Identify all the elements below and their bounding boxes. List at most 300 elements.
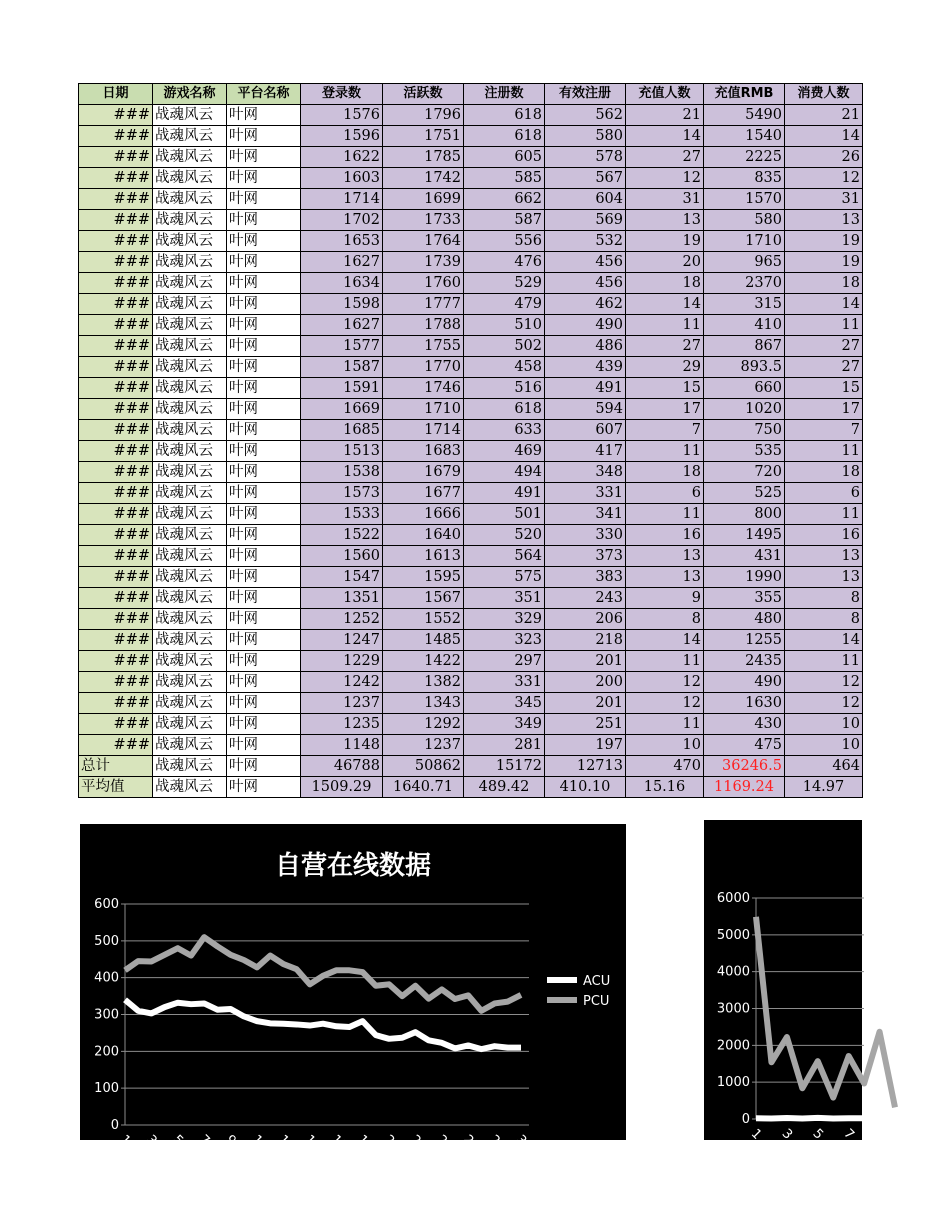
cell-logins[interactable]: 1685 [301,420,383,441]
cell-logins[interactable]: 1596 [301,126,383,147]
recharge-chart[interactable] [704,820,888,1143]
cell-spenders[interactable]: 19 [785,231,863,252]
cell-payers[interactable]: 10 [626,735,704,756]
cell-valid-registrations[interactable]: 12713 [545,756,626,777]
cell-spenders[interactable]: 16 [785,525,863,546]
cell-spenders[interactable]: 19 [785,252,863,273]
cell-payers[interactable]: 12 [626,672,704,693]
cell-spenders[interactable]: 13 [785,567,863,588]
cell-recharge-rmb[interactable]: 1710 [704,231,785,252]
cell-date[interactable]: ### [79,441,153,462]
cell-game-name[interactable]: 战魂风云 [153,105,227,126]
cell-platform-name[interactable]: 叶网 [227,273,301,294]
cell-recharge-rmb[interactable]: 2225 [704,147,785,168]
cell-payers[interactable]: 13 [626,567,704,588]
cell-spenders[interactable]: 21 [785,105,863,126]
cell-recharge-rmb[interactable]: 1990 [704,567,785,588]
cell-platform-name[interactable]: 叶网 [227,420,301,441]
cell-active[interactable]: 1683 [383,441,464,462]
cell-date[interactable]: ### [79,273,153,294]
cell-recharge-rmb[interactable]: 431 [704,546,785,567]
cell-active[interactable]: 1742 [383,168,464,189]
cell-registrations[interactable]: 297 [464,651,545,672]
cell-payers[interactable]: 7 [626,420,704,441]
cell-spenders[interactable]: 11 [785,441,863,462]
cell-logins[interactable]: 1533 [301,504,383,525]
cell-recharge-rmb[interactable]: 1169.24 [704,777,785,798]
cell-platform-name[interactable]: 叶网 [227,147,301,168]
cell-logins[interactable]: 1573 [301,483,383,504]
cell-recharge-rmb[interactable]: 1570 [704,189,785,210]
cell-payers[interactable]: 19 [626,231,704,252]
cell-recharge-rmb[interactable]: 2370 [704,273,785,294]
cell-game-name[interactable]: 战魂风云 [153,378,227,399]
cell-date[interactable]: ### [79,651,153,672]
cell-active[interactable]: 1755 [383,336,464,357]
cell-platform-name[interactable]: 叶网 [227,105,301,126]
cell-date[interactable]: ### [79,189,153,210]
cell-recharge-rmb[interactable]: 315 [704,294,785,315]
cell-spenders[interactable]: 6 [785,483,863,504]
cell-platform-name[interactable]: 叶网 [227,336,301,357]
cell-active[interactable]: 1677 [383,483,464,504]
cell-registrations[interactable]: 15172 [464,756,545,777]
cell-game-name[interactable]: 战魂风云 [153,420,227,441]
cell-game-name[interactable]: 战魂风云 [153,168,227,189]
cell-recharge-rmb[interactable]: 580 [704,210,785,231]
cell-registrations[interactable]: 345 [464,693,545,714]
cell-registrations[interactable]: 618 [464,126,545,147]
cell-platform-name[interactable]: 叶网 [227,231,301,252]
cell-valid-registrations[interactable]: 218 [545,630,626,651]
cell-registrations[interactable]: 476 [464,252,545,273]
cell-recharge-rmb[interactable]: 430 [704,714,785,735]
cell-platform-name[interactable]: 叶网 [227,609,301,630]
cell-spenders[interactable]: 31 [785,189,863,210]
cell-date[interactable]: ### [79,147,153,168]
cell-valid-registrations[interactable]: 330 [545,525,626,546]
cell-recharge-rmb[interactable]: 1540 [704,126,785,147]
cell-payers[interactable]: 8 [626,609,704,630]
cell-date[interactable]: ### [79,567,153,588]
cell-payers[interactable]: 13 [626,546,704,567]
cell-date[interactable]: ### [79,504,153,525]
cell-game-name[interactable]: 战魂风云 [153,273,227,294]
cell-registrations[interactable]: 575 [464,567,545,588]
cell-payers[interactable]: 31 [626,189,704,210]
cell-valid-registrations[interactable]: 417 [545,441,626,462]
cell-logins[interactable]: 1148 [301,735,383,756]
cell-registrations[interactable]: 633 [464,420,545,441]
cell-registrations[interactable]: 323 [464,630,545,651]
cell-recharge-rmb[interactable]: 355 [704,588,785,609]
cell-game-name[interactable]: 战魂风云 [153,483,227,504]
cell-active[interactable]: 1292 [383,714,464,735]
cell-valid-registrations[interactable]: 206 [545,609,626,630]
cell-logins[interactable]: 1522 [301,525,383,546]
cell-payers[interactable]: 14 [626,630,704,651]
cell-spenders[interactable]: 11 [785,504,863,525]
cell-game-name[interactable]: 战魂风云 [153,735,227,756]
cell-spenders[interactable]: 14 [785,126,863,147]
cell-platform-name[interactable]: 叶网 [227,714,301,735]
cell-date[interactable]: ### [79,588,153,609]
cell-platform-name[interactable]: 叶网 [227,315,301,336]
cell-spenders[interactable]: 7 [785,420,863,441]
cell-date[interactable]: ### [79,210,153,231]
cell-game-name[interactable]: 战魂风云 [153,714,227,735]
cell-active[interactable]: 1613 [383,546,464,567]
cell-valid-registrations[interactable]: 331 [545,483,626,504]
cell-platform-name[interactable]: 叶网 [227,693,301,714]
cell-active[interactable]: 1485 [383,630,464,651]
cell-logins[interactable]: 1702 [301,210,383,231]
cell-platform-name[interactable]: 叶网 [227,462,301,483]
cell-active[interactable]: 1710 [383,399,464,420]
cell-spenders[interactable]: 10 [785,714,863,735]
cell-payers[interactable]: 11 [626,651,704,672]
cell-game-name[interactable]: 战魂风云 [153,399,227,420]
cell-recharge-rmb[interactable]: 36246.5 [704,756,785,777]
cell-payers[interactable]: 18 [626,273,704,294]
cell-game-name[interactable]: 战魂风云 [153,315,227,336]
cell-game-name[interactable]: 战魂风云 [153,651,227,672]
cell-platform-name[interactable]: 叶网 [227,756,301,777]
cell-registrations[interactable]: 494 [464,462,545,483]
cell-active[interactable]: 1382 [383,672,464,693]
cell-spenders[interactable]: 27 [785,357,863,378]
cell-logins[interactable]: 1509.29 [301,777,383,798]
cell-date[interactable]: ### [79,735,153,756]
cell-valid-registrations[interactable]: 569 [545,210,626,231]
cell-payers[interactable]: 17 [626,399,704,420]
cell-spenders[interactable]: 18 [785,273,863,294]
cell-platform-name[interactable]: 叶网 [227,126,301,147]
cell-game-name[interactable]: 战魂风云 [153,147,227,168]
cell-registrations[interactable]: 556 [464,231,545,252]
cell-logins[interactable]: 1587 [301,357,383,378]
cell-recharge-rmb[interactable]: 410 [704,315,785,336]
cell-registrations[interactable]: 529 [464,273,545,294]
cell-recharge-rmb[interactable]: 1255 [704,630,785,651]
online-data-chart[interactable] [80,824,626,1155]
cell-game-name[interactable]: 战魂风云 [153,441,227,462]
cell-logins[interactable]: 1252 [301,609,383,630]
cell-payers[interactable]: 9 [626,588,704,609]
cell-date[interactable]: ### [79,714,153,735]
cell-active[interactable]: 1764 [383,231,464,252]
cell-platform-name[interactable]: 叶网 [227,504,301,525]
cell-logins[interactable]: 1627 [301,315,383,336]
cell-active[interactable]: 1770 [383,357,464,378]
cell-valid-registrations[interactable]: 562 [545,105,626,126]
cell-registrations[interactable]: 501 [464,504,545,525]
cell-date[interactable]: ### [79,336,153,357]
cell-payers[interactable]: 16 [626,525,704,546]
cell-logins[interactable]: 1714 [301,189,383,210]
cell-logins[interactable]: 1235 [301,714,383,735]
cell-spenders[interactable]: 13 [785,546,863,567]
cell-date[interactable]: ### [79,672,153,693]
cell-payers[interactable]: 20 [626,252,704,273]
cell-registrations[interactable]: 618 [464,105,545,126]
cell-logins[interactable]: 1598 [301,294,383,315]
cell-registrations[interactable]: 510 [464,315,545,336]
cell-date[interactable]: ### [79,315,153,336]
cell-game-name[interactable]: 战魂风云 [153,609,227,630]
cell-spenders[interactable]: 12 [785,672,863,693]
cell-spenders[interactable]: 464 [785,756,863,777]
cell-spenders[interactable]: 10 [785,735,863,756]
cell-logins[interactable]: 46788 [301,756,383,777]
cell-spenders[interactable]: 12 [785,693,863,714]
cell-registrations[interactable]: 479 [464,294,545,315]
cell-payers[interactable]: 29 [626,357,704,378]
cell-recharge-rmb[interactable]: 720 [704,462,785,483]
cell-game-name[interactable]: 战魂风云 [153,588,227,609]
cell-platform-name[interactable]: 叶网 [227,525,301,546]
cell-date[interactable]: ### [79,378,153,399]
cell-date[interactable]: 总计 [79,756,153,777]
cell-recharge-rmb[interactable]: 750 [704,420,785,441]
cell-valid-registrations[interactable]: 594 [545,399,626,420]
cell-game-name[interactable]: 战魂风云 [153,462,227,483]
cell-logins[interactable]: 1577 [301,336,383,357]
cell-active[interactable]: 1746 [383,378,464,399]
cell-active[interactable]: 1699 [383,189,464,210]
cell-spenders[interactable]: 18 [785,462,863,483]
cell-platform-name[interactable]: 叶网 [227,378,301,399]
cell-game-name[interactable]: 战魂风云 [153,777,227,798]
cell-recharge-rmb[interactable]: 1020 [704,399,785,420]
cell-platform-name[interactable]: 叶网 [227,588,301,609]
cell-active[interactable]: 1714 [383,420,464,441]
cell-platform-name[interactable]: 叶网 [227,567,301,588]
cell-valid-registrations[interactable]: 607 [545,420,626,441]
cell-date[interactable]: ### [79,693,153,714]
cell-registrations[interactable]: 458 [464,357,545,378]
cell-valid-registrations[interactable]: 567 [545,168,626,189]
cell-active[interactable]: 1640 [383,525,464,546]
cell-platform-name[interactable]: 叶网 [227,168,301,189]
cell-logins[interactable]: 1591 [301,378,383,399]
cell-active[interactable]: 1788 [383,315,464,336]
cell-registrations[interactable]: 587 [464,210,545,231]
cell-registrations[interactable]: 491 [464,483,545,504]
cell-logins[interactable]: 1513 [301,441,383,462]
cell-date[interactable]: ### [79,126,153,147]
cell-valid-registrations[interactable]: 578 [545,147,626,168]
cell-registrations[interactable]: 662 [464,189,545,210]
cell-active[interactable]: 1552 [383,609,464,630]
cell-recharge-rmb[interactable]: 867 [704,336,785,357]
cell-valid-registrations[interactable]: 462 [545,294,626,315]
cell-active[interactable]: 1679 [383,462,464,483]
cell-payers[interactable]: 21 [626,105,704,126]
cell-active[interactable]: 1237 [383,735,464,756]
cell-valid-registrations[interactable]: 341 [545,504,626,525]
cell-recharge-rmb[interactable]: 525 [704,483,785,504]
cell-registrations[interactable]: 351 [464,588,545,609]
cell-active[interactable]: 1751 [383,126,464,147]
cell-valid-registrations[interactable]: 580 [545,126,626,147]
cell-platform-name[interactable]: 叶网 [227,399,301,420]
cell-logins[interactable]: 1538 [301,462,383,483]
cell-game-name[interactable]: 战魂风云 [153,546,227,567]
cell-game-name[interactable]: 战魂风云 [153,189,227,210]
cell-payers[interactable]: 27 [626,336,704,357]
cell-game-name[interactable]: 战魂风云 [153,693,227,714]
cell-platform-name[interactable]: 叶网 [227,651,301,672]
cell-payers[interactable]: 27 [626,147,704,168]
cell-date[interactable]: ### [79,357,153,378]
cell-game-name[interactable]: 战魂风云 [153,672,227,693]
cell-spenders[interactable]: 12 [785,168,863,189]
cell-game-name[interactable]: 战魂风云 [153,252,227,273]
cell-valid-registrations[interactable]: 410.10 [545,777,626,798]
cell-platform-name[interactable]: 叶网 [227,441,301,462]
cell-active[interactable]: 1666 [383,504,464,525]
cell-valid-registrations[interactable]: 197 [545,735,626,756]
cell-spenders[interactable]: 27 [785,336,863,357]
cell-date[interactable]: ### [79,294,153,315]
cell-platform-name[interactable]: 叶网 [227,546,301,567]
cell-platform-name[interactable]: 叶网 [227,252,301,273]
cell-active[interactable]: 1796 [383,105,464,126]
cell-spenders[interactable]: 14 [785,294,863,315]
cell-date[interactable]: ### [79,231,153,252]
cell-logins[interactable]: 1627 [301,252,383,273]
cell-valid-registrations[interactable]: 439 [545,357,626,378]
cell-active[interactable]: 1733 [383,210,464,231]
cell-logins[interactable]: 1560 [301,546,383,567]
cell-date[interactable]: 平均值 [79,777,153,798]
cell-valid-registrations[interactable]: 532 [545,231,626,252]
cell-spenders[interactable]: 11 [785,315,863,336]
cell-recharge-rmb[interactable]: 535 [704,441,785,462]
cell-payers[interactable]: 14 [626,126,704,147]
cell-active[interactable]: 1567 [383,588,464,609]
cell-active[interactable]: 50862 [383,756,464,777]
cell-logins[interactable]: 1237 [301,693,383,714]
cell-recharge-rmb[interactable]: 5490 [704,105,785,126]
cell-payers[interactable]: 13 [626,210,704,231]
cell-registrations[interactable]: 618 [464,399,545,420]
cell-spenders[interactable]: 17 [785,399,863,420]
cell-registrations[interactable]: 349 [464,714,545,735]
cell-logins[interactable]: 1229 [301,651,383,672]
cell-platform-name[interactable]: 叶网 [227,735,301,756]
cell-registrations[interactable]: 331 [464,672,545,693]
cell-platform-name[interactable]: 叶网 [227,189,301,210]
cell-game-name[interactable]: 战魂风云 [153,126,227,147]
cell-date[interactable]: ### [79,168,153,189]
cell-game-name[interactable]: 战魂风云 [153,525,227,546]
cell-active[interactable]: 1343 [383,693,464,714]
cell-spenders[interactable]: 11 [785,651,863,672]
cell-registrations[interactable]: 605 [464,147,545,168]
cell-payers[interactable]: 18 [626,462,704,483]
cell-valid-registrations[interactable]: 201 [545,693,626,714]
cell-game-name[interactable]: 战魂风云 [153,504,227,525]
cell-active[interactable]: 1595 [383,567,464,588]
cell-recharge-rmb[interactable]: 893.5 [704,357,785,378]
cell-payers[interactable]: 11 [626,441,704,462]
cell-valid-registrations[interactable]: 251 [545,714,626,735]
cell-date[interactable]: ### [79,252,153,273]
cell-spenders[interactable]: 8 [785,609,863,630]
cell-recharge-rmb[interactable]: 660 [704,378,785,399]
cell-valid-registrations[interactable]: 456 [545,273,626,294]
cell-logins[interactable]: 1547 [301,567,383,588]
cell-recharge-rmb[interactable]: 475 [704,735,785,756]
cell-payers[interactable]: 12 [626,168,704,189]
cell-logins[interactable]: 1576 [301,105,383,126]
cell-valid-registrations[interactable]: 243 [545,588,626,609]
cell-game-name[interactable]: 战魂风云 [153,630,227,651]
cell-game-name[interactable]: 战魂风云 [153,756,227,777]
cell-payers[interactable]: 15 [626,378,704,399]
cell-spenders[interactable]: 13 [785,210,863,231]
cell-recharge-rmb[interactable]: 835 [704,168,785,189]
cell-registrations[interactable]: 585 [464,168,545,189]
cell-registrations[interactable]: 329 [464,609,545,630]
cell-game-name[interactable]: 战魂风云 [153,567,227,588]
cell-valid-registrations[interactable]: 200 [545,672,626,693]
cell-registrations[interactable]: 469 [464,441,545,462]
cell-active[interactable]: 1640.71 [383,777,464,798]
cell-spenders[interactable]: 14 [785,630,863,651]
cell-date[interactable]: ### [79,525,153,546]
cell-platform-name[interactable]: 叶网 [227,777,301,798]
cell-date[interactable]: ### [79,399,153,420]
cell-game-name[interactable]: 战魂风云 [153,294,227,315]
cell-platform-name[interactable]: 叶网 [227,357,301,378]
cell-date[interactable]: ### [79,630,153,651]
cell-date[interactable]: ### [79,483,153,504]
cell-spenders[interactable]: 8 [785,588,863,609]
cell-platform-name[interactable]: 叶网 [227,630,301,651]
cell-valid-registrations[interactable]: 456 [545,252,626,273]
cell-payers[interactable]: 11 [626,504,704,525]
cell-spenders[interactable]: 26 [785,147,863,168]
cell-valid-registrations[interactable]: 348 [545,462,626,483]
cell-recharge-rmb[interactable]: 1495 [704,525,785,546]
cell-spenders[interactable]: 15 [785,378,863,399]
cell-platform-name[interactable]: 叶网 [227,210,301,231]
cell-date[interactable]: ### [79,105,153,126]
cell-registrations[interactable]: 516 [464,378,545,399]
cell-game-name[interactable]: 战魂风云 [153,357,227,378]
cell-game-name[interactable]: 战魂风云 [153,231,227,252]
cell-logins[interactable]: 1669 [301,399,383,420]
cell-logins[interactable]: 1653 [301,231,383,252]
cell-recharge-rmb[interactable]: 1630 [704,693,785,714]
cell-date[interactable]: ### [79,546,153,567]
cell-logins[interactable]: 1603 [301,168,383,189]
cell-valid-registrations[interactable]: 486 [545,336,626,357]
cell-registrations[interactable]: 489.42 [464,777,545,798]
cell-registrations[interactable]: 564 [464,546,545,567]
cell-payers[interactable]: 12 [626,693,704,714]
cell-logins[interactable]: 1622 [301,147,383,168]
cell-active[interactable]: 1777 [383,294,464,315]
cell-valid-registrations[interactable]: 491 [545,378,626,399]
cell-valid-registrations[interactable]: 604 [545,189,626,210]
cell-payers[interactable]: 11 [626,315,704,336]
cell-valid-registrations[interactable]: 373 [545,546,626,567]
cell-active[interactable]: 1739 [383,252,464,273]
